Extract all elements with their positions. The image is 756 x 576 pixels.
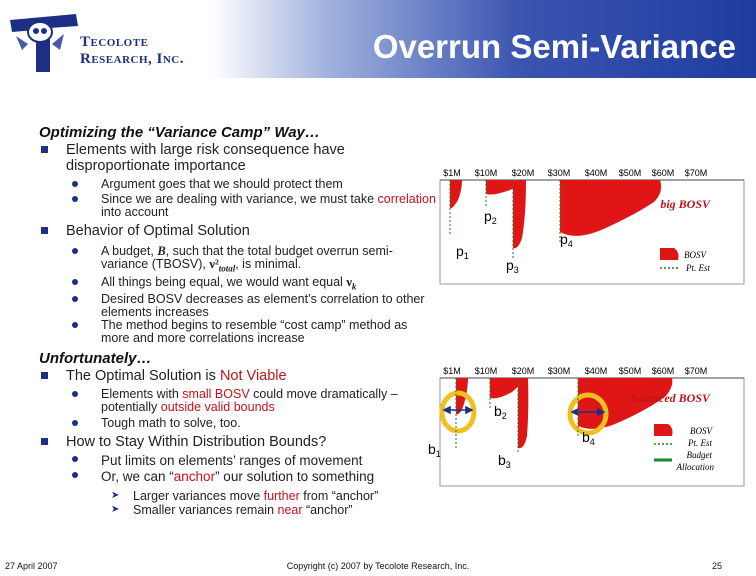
sub-bullet-tough-math — [39, 417, 439, 430]
company-name — [80, 34, 184, 68]
sub-sub-bullet-text-end: from “anchor” — [299, 489, 379, 503]
point-label-b1: $b_1$ — [428, 441, 441, 459]
footer-date: 27 April 2007 — [5, 561, 58, 571]
sub-bullet-small-bosv — [39, 388, 429, 414]
sub-bullet-text: Tough math to solve, too. — [101, 416, 241, 430]
point-label-b3: $b_3$ — [498, 452, 511, 470]
bullet-text: How to Stay Within Distribution Bounds? — [66, 434, 327, 450]
tick-label: $70M — [684, 168, 708, 178]
sub-bullet-budget — [39, 245, 439, 276]
chart-big-bosv — [428, 166, 746, 286]
sub-bullet-text-mid: could move dramatically –potentially — [101, 387, 398, 414]
nu-symbol: ν² — [209, 257, 219, 271]
balanced-bosv-label: balanced BOSV — [630, 391, 710, 405]
sub-bullet-text: The method begins to resemble “cost camp” method as more and more correlations increase — [101, 318, 408, 345]
point-label-b4: $b_4$ — [582, 429, 595, 447]
budget-variable: B — [157, 244, 166, 258]
sub-bullet-text: Desired BOSV decreases as element’s correlation to other elements increases — [101, 292, 425, 319]
tick-label: $60M — [651, 366, 675, 376]
sub-bullet-text-mid: , such that the total budget overrun semi-variance (TBOSV), — [101, 244, 393, 271]
nu-symbol: ν — [346, 274, 352, 289]
legend-pt-est-label: Pt. Est — [688, 438, 712, 448]
sub-bullet-text: Since we are dealing with variance, we must take — [101, 192, 378, 206]
heading-unfortunately: Unfortunately… — [39, 350, 152, 367]
point-label-p2: $p_2$ — [484, 208, 497, 226]
tick-label: $70M — [684, 366, 708, 376]
tick-label: $1M — [443, 366, 461, 376]
tick-label: $10M — [474, 366, 498, 376]
company-logo — [6, 6, 206, 76]
chart-balanced-bosv — [428, 364, 746, 488]
highlight-small-bosv: small BOSV — [182, 387, 250, 401]
sub-bullet-equal — [39, 276, 439, 294]
round-bullet-icon — [72, 322, 78, 328]
nu-subscript: total — [218, 263, 236, 274]
round-bullet-icon — [72, 181, 78, 187]
nu-subscript: k — [351, 281, 357, 291]
highlight-anchor: anchor — [173, 469, 216, 484]
owl-icon — [6, 6, 86, 76]
tick-label: $40M — [584, 366, 608, 376]
round-bullet-icon — [72, 279, 78, 285]
round-bullet-icon — [72, 420, 78, 426]
tick-label: $60M — [651, 168, 675, 178]
x-axis-ticks — [443, 366, 707, 376]
sub-bullet-text: Put limits on elements’ ranges of movement — [101, 453, 363, 468]
round-bullet-icon — [72, 472, 78, 478]
sub-bullet-text: Elements with — [101, 387, 183, 401]
sub-sub-bullet-smaller — [39, 503, 439, 517]
highlight-correlation: correlation — [377, 192, 436, 206]
sub-sub-bullet-larger — [39, 489, 439, 503]
sub-bullet-text: Or, we can “ — [101, 469, 174, 484]
square-bullet-icon — [41, 227, 48, 234]
round-bullet-icon — [72, 456, 78, 462]
bullet-text: The Optimal Solution is — [66, 368, 220, 384]
tick-label: $1M — [443, 168, 461, 178]
point-label-p1: $p_1$ — [456, 243, 469, 261]
arrow-bullet-icon: ➤ — [111, 504, 120, 515]
company-name-line1: Tecolote — [80, 34, 149, 50]
round-bullet-icon — [72, 248, 78, 254]
tick-label: $20M — [511, 366, 535, 376]
legend-bosv-swatch — [660, 248, 679, 260]
bullet-text: Behavior of Optimal Solution — [66, 223, 250, 239]
square-bullet-icon — [41, 146, 48, 153]
highlight-outside-bounds: outside valid bounds — [160, 400, 275, 414]
bullet-not-viable — [39, 368, 439, 384]
tick-label: $20M — [511, 168, 535, 178]
round-bullet-icon — [72, 196, 78, 202]
arrow-bullet-icon: ➤ — [111, 490, 120, 501]
sub-bullet-text: All things being equal, we would want equal — [101, 274, 347, 289]
round-bullet-icon — [72, 296, 78, 302]
sub-bullet-text-end: ” our solution to something — [215, 469, 375, 484]
sub-bullet-text: Argument goes that we should protect them — [101, 177, 343, 191]
tick-label: $40M — [584, 168, 608, 178]
page-number: 25 — [711, 561, 722, 571]
tick-label: $30M — [547, 168, 571, 178]
heading-variance-camp: Optimizing the “Variance Camp” Way… — [39, 124, 320, 141]
bullet-text: Elements with large risk consequence have disproportionate importance — [66, 142, 345, 174]
balanced-bosv-diagram — [428, 364, 746, 488]
sub-bullet-method — [39, 319, 439, 345]
sub-bullet-anchor — [39, 469, 439, 485]
legend-bosv-swatch — [654, 424, 673, 436]
legend-bosv-label: BOSV — [690, 426, 712, 436]
tick-label: $50M — [618, 168, 642, 178]
sub-bullet-text: A budget, — [101, 244, 158, 258]
sub-bullet-desired — [39, 293, 439, 319]
slide-body — [39, 124, 439, 517]
x-axis-ticks — [443, 168, 707, 178]
legend-budget-label: Budget — [686, 450, 712, 460]
square-bullet-icon — [41, 438, 48, 445]
sub-bullet-text-end: , is minimal. — [235, 257, 302, 271]
slide-title: Overrun Semi-Variance — [372, 28, 736, 65]
point-label-p3: $p_3$ — [506, 257, 519, 275]
point-label-b2: $b_2$ — [494, 403, 507, 421]
big-bosv-diagram — [428, 166, 746, 286]
legend-pt-est-label: Pt. Est — [686, 263, 710, 273]
highlight-not-viable: Not Viable — [219, 368, 287, 384]
highlight-near: near — [277, 503, 303, 517]
sub-sub-bullet-text: Larger variances move — [133, 489, 264, 503]
company-name-line2: Research, Inc. — [80, 51, 184, 67]
footer-copyright: Copyright (c) 2007 by Tecolote Research, Inc. — [286, 561, 470, 571]
bullet-bounds — [39, 434, 439, 450]
sub-bullet-correlation — [39, 193, 439, 219]
legend-bosv-label: BOSV — [684, 250, 706, 260]
legend-allocation-label: Allocation — [676, 462, 714, 472]
bullet-behavior — [39, 223, 439, 239]
round-bullet-icon — [72, 391, 78, 397]
sub-bullet-text-end: into account — [101, 205, 169, 219]
big-bosv-label: big BOSV — [660, 197, 710, 211]
bullet-large-risk — [39, 142, 439, 174]
tick-label: $50M — [618, 366, 642, 376]
square-bullet-icon — [41, 372, 48, 379]
tick-label: $30M — [547, 366, 571, 376]
tick-label: $10M — [474, 168, 498, 178]
sub-bullet-limits — [39, 453, 439, 469]
point-label-p4: $p_4$ — [560, 231, 573, 249]
sub-sub-bullet-text-end: “anchor” — [302, 503, 353, 517]
highlight-further: further — [263, 489, 300, 503]
sub-sub-bullet-text: Smaller variances remain — [133, 503, 278, 517]
sub-bullet-protect — [39, 178, 439, 191]
